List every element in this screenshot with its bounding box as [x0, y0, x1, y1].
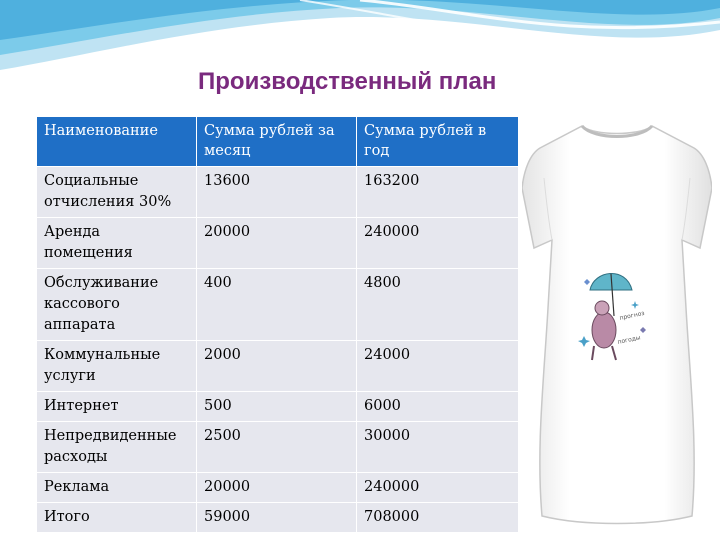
table-row — [37, 422, 519, 473]
cell-year: 30000 — [357, 422, 519, 473]
cell-year: 240000 — [357, 218, 519, 269]
table-row — [37, 341, 519, 392]
table-row — [37, 392, 519, 422]
cell-name: Аренда помещения — [37, 218, 197, 269]
tshirt-image — [522, 108, 712, 528]
cell-month: 20000 — [197, 473, 357, 503]
cell-month: 20000 — [197, 218, 357, 269]
table-row — [37, 167, 519, 218]
svg-text:прогноз: прогноз — [618, 309, 646, 322]
cell-month: 13600 — [197, 167, 357, 218]
cell-year: 708000 — [357, 503, 519, 533]
cell-name: Коммунальные услуги — [37, 341, 197, 392]
table-row — [37, 473, 519, 503]
cell-name: Социальные отчисления 30% — [37, 167, 197, 218]
cell-name: Реклама — [37, 473, 197, 503]
cell-name: Интернет — [37, 392, 197, 422]
cell-month: 2500 — [197, 422, 357, 473]
svg-text:погоды: погоды — [616, 334, 642, 346]
table-row-total — [37, 503, 519, 533]
table-row — [37, 269, 519, 341]
header-name: Наименование — [37, 117, 197, 167]
cell-year: 6000 — [357, 392, 519, 422]
cell-name: Непредвиденные расходы — [37, 422, 197, 473]
cell-year: 4800 — [357, 269, 519, 341]
header-month-sum: Сумма рублей за месяц — [197, 117, 357, 167]
cell-month: 400 — [197, 269, 357, 341]
cell-month: 59000 — [197, 503, 357, 533]
cell-year: 240000 — [357, 473, 519, 503]
cell-month: 500 — [197, 392, 357, 422]
cell-name: Итого — [37, 503, 197, 533]
cell-name: Обслуживание кассового аппарата — [37, 269, 197, 341]
table-header-row — [37, 117, 519, 167]
slide-title: Производственный план — [198, 68, 497, 95]
cell-year: 163200 — [357, 167, 519, 218]
cell-year: 24000 — [357, 341, 519, 392]
table-row — [37, 218, 519, 269]
header-year-sum: Сумма рублей в год — [357, 117, 519, 167]
cell-month: 2000 — [197, 341, 357, 392]
production-plan-table — [36, 116, 519, 533]
